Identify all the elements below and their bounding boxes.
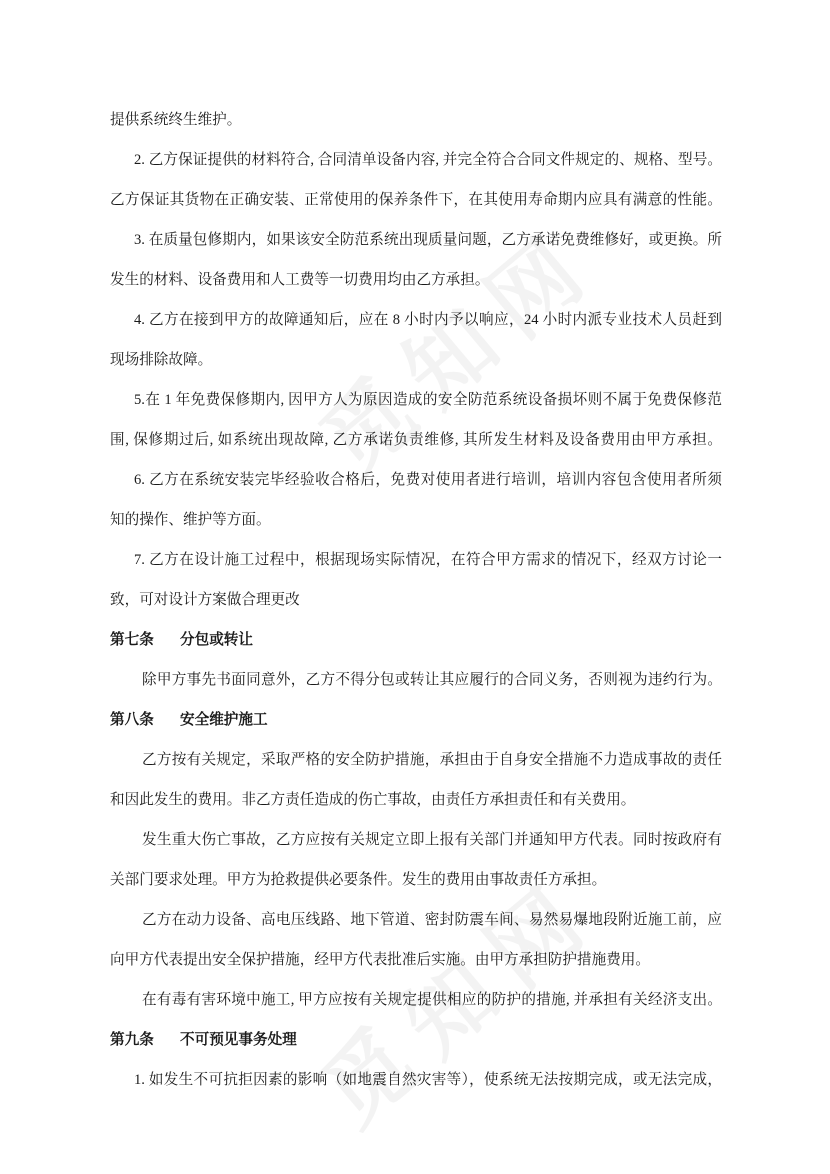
paragraph-line: 发生重大伤亡事故，乙方应按有关规定立即上报有关部门并通知甲方代表。同时按政府有 bbox=[142, 832, 722, 848]
article-number: 第八条 bbox=[110, 712, 154, 728]
list-item-line: 2. 乙方保证提供的材料符合, 合同清单设备内容, 并完全符合合同文件规定的、规格、型号。 bbox=[134, 152, 722, 168]
list-item-line: 5.在 1 年免费保修期内, 因甲方人为原因造成的安全防范系统设备损坏则不属于免费保修范 bbox=[134, 392, 722, 408]
list-item-line: 围, 保修期过后, 如系统出现故障, 乙方承诺负责维修, 其所发生材料及设备费用由甲方承担。 bbox=[110, 432, 722, 448]
list-item-line: 知的操作、维护等方面。 bbox=[110, 512, 271, 528]
article-title: 分包或转让 bbox=[180, 632, 253, 648]
paragraph-line: 除甲方事先书面同意外，乙方不得分包或转让其应履行的合同义务，否则视为违约行为。 bbox=[142, 672, 722, 688]
paragraph-line: 关部门要求处理。甲方为抢救提供必要条件。发生的费用由事故责任方承担。 bbox=[110, 872, 607, 888]
list-item-line: 7. 乙方在设计施工过程中，根据现场实际情况，在符合甲方需求的情况下，经双方讨论一 bbox=[134, 552, 722, 568]
list-item-line: 乙方保证其货物在正确安装、正常使用的保养条件下，在其使用寿命期内应具有满意的性能。 bbox=[110, 192, 722, 208]
article-heading bbox=[110, 620, 722, 660]
paragraph-line: 在有毒有害环境中施工, 甲方应按有关规定提供相应的防护的措施, 并承担有关经济支出。 bbox=[142, 992, 722, 1008]
article-heading bbox=[110, 1020, 722, 1060]
paragraph-line: 乙方在动力设备、高电压线路、地下管道、密封防震车间、易然易爆地段附近施工前，应 bbox=[142, 912, 722, 928]
article-title: 不可预见事务处理 bbox=[180, 1032, 297, 1048]
article-number: 第七条 bbox=[110, 632, 154, 648]
list-item-line: 6. 乙方在系统安装完毕经验收合格后，免费对使用者进行培训，培训内容包含使用者所须 bbox=[134, 472, 722, 488]
list-item-line: 1. 如发生不可抗拒因素的影响（如地震自然灾害等），使系统无法按期完成，或无法完成， bbox=[134, 1072, 722, 1088]
article-number: 第九条 bbox=[110, 1032, 154, 1048]
article-heading bbox=[110, 700, 722, 740]
paragraph-line: 和因此发生的费用。非乙方责任造成的伤亡事故，由责任方承担责任和有关费用。 bbox=[110, 792, 636, 808]
paragraph-line: 提供系统终生维护。 bbox=[110, 112, 242, 128]
list-item-line: 发生的材料、设备费用和人工费等一切费用均由乙方承担。 bbox=[110, 272, 490, 288]
list-item-line: 3. 在质量包修期内，如果该安全防范系统出现质量问题，乙方承诺免费维修好，或更换。所 bbox=[134, 232, 722, 248]
list-item-line: 4. 乙方在接到甲方的故障通知后，应在 8 小时内予以响应，24 小时内派专业技术人员赶到 bbox=[134, 312, 722, 328]
list-item-line: 现场排除故障。 bbox=[110, 352, 213, 368]
article-title: 安全维护施工 bbox=[180, 712, 268, 728]
paragraph-line: 乙方按有关规定，采取严格的安全防护措施，承担由于自身安全措施不力造成事故的责任 bbox=[142, 752, 722, 768]
list-item-line: 致，可对设计方案做合理更改 bbox=[110, 592, 300, 608]
paragraph-line: 向甲方代表提出安全保护措施，经甲方代表批准后实施。由甲方承担防护措施费用。 bbox=[110, 952, 650, 968]
